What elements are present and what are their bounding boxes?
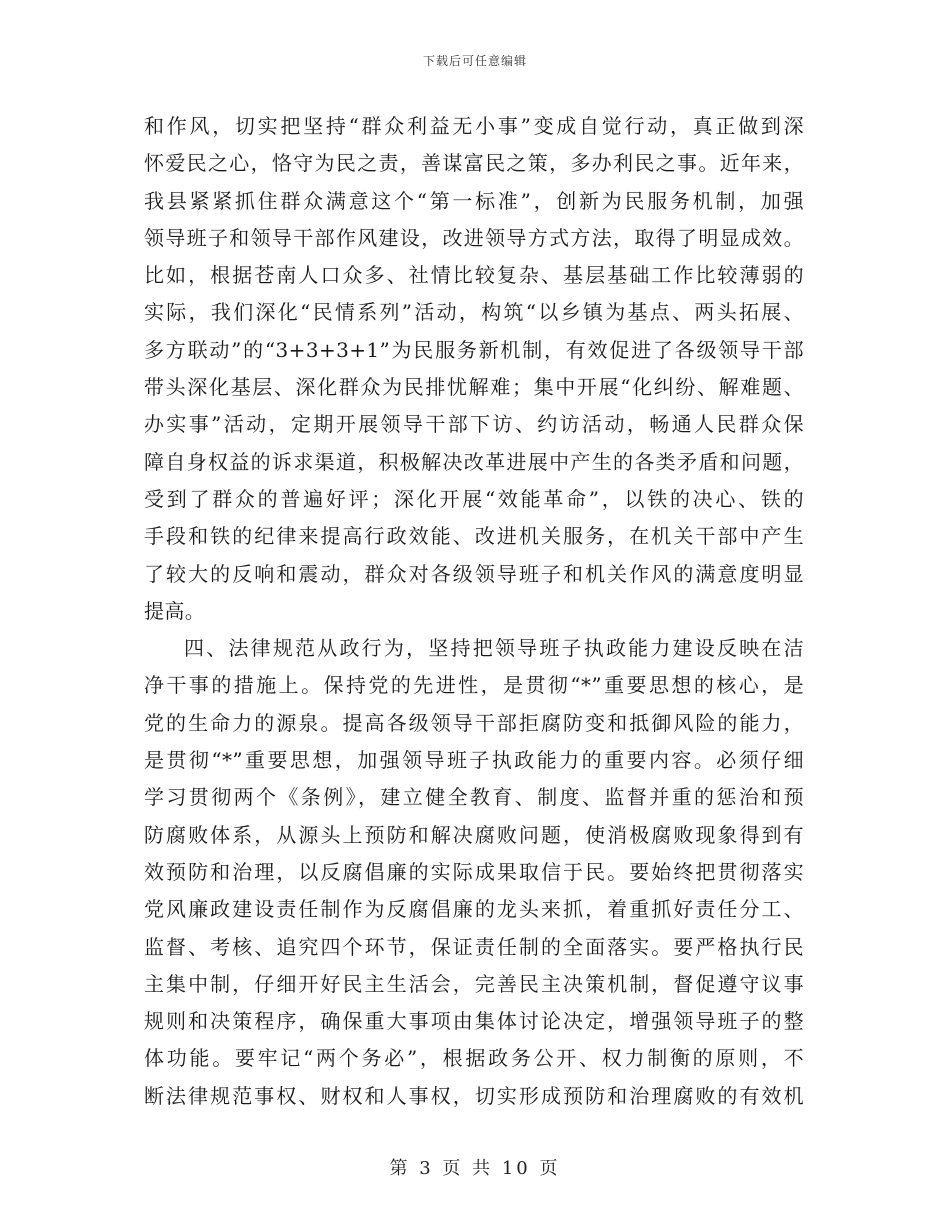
text-line: 手段和铁的纪律来提高行政效能、改进机关服务，在机关干部中产生: [144, 524, 804, 549]
text-line: 效预防和治理，以反腐倡廉的实际成果取信于民。要始终把贯彻落实: [144, 859, 804, 884]
text-line: 实际，我们深化“民情系列”活动，构筑“以乡镇为基点、两头拓展、: [144, 300, 804, 325]
text-line: 提高。: [144, 598, 206, 623]
text-line: 多方联动”的“3+3+3+1”为民服务新机制，有效促进了各级领导干部: [144, 337, 804, 362]
text-line: 学习贯彻两个《条例》，建立健全教育、制度、监督并重的惩治和预: [144, 785, 804, 810]
text-line: 党风廉政建设责任制作为反腐倡廉的龙头来抓，着重抓好责任分工、: [144, 897, 804, 922]
text-line: 主集中制，仔细开好民主生活会，完善民主决策机制，督促遵守议事: [144, 971, 804, 996]
document-body: [144, 108, 804, 1115]
text-line: 四、法律规范从政行为，坚持把领导班子执政能力建设反映在洁: [184, 636, 804, 661]
text-line: 带头深化基层、深化群众为民排忧解难；集中开展“化纠纷、解难题、: [144, 375, 804, 400]
text-line: 办实事”活动，定期开展领导干部下访、约访活动，畅通人民群众保: [144, 412, 804, 437]
text-line: 和作风，切实把坚持“群众利益无小事”变成自觉行动，真正做到深: [144, 114, 804, 138]
text-line: 体功能。要牢记“两个务必”，根据政务公开、权力制衡的原则，不: [144, 1046, 804, 1071]
text-line: 怀爱民之心，恪守为民之责，善谋富民之策，多办利民之事。近年来，: [144, 151, 804, 176]
text-line: 规则和决策程序，确保重大事项由集体讨论决定，增强领导班子的整: [144, 1009, 804, 1034]
paragraph: [144, 630, 804, 1115]
text-line: 障自身权益的诉求渠道，积极解决改革进展中产生的各类矛盾和问题，: [144, 449, 804, 474]
text-line: 断法律规范事权、财权和人事权，切实形成预防和治理腐败的有效机: [144, 1083, 804, 1108]
text-line: 是贯彻“*”重要思想，加强领导班子执政能力的重要内容。必须仔细: [144, 748, 804, 773]
text-line: 了较大的反响和震动，群众对各级领导班子和机关作风的满意度明显: [144, 561, 804, 586]
text-line: 监督、考核、追究四个环节，保证责任制的全面落实。要严格执行民: [144, 934, 804, 959]
page-header: 下载后可任意编辑: [422, 54, 527, 68]
page-number-footer: 第 3 页 共 10 页: [389, 1158, 561, 1179]
text-line: 我县紧紧抓住群众满意这个“第一标准”，创新为民服务机制，加强: [144, 188, 804, 213]
paragraph: [144, 108, 804, 630]
text-line: 净干事的措施上。保持党的先进性，是贯彻“*”重要思想的核心，是: [144, 673, 804, 698]
text-line: 受到了群众的普遍好评；深化开展“效能革命”，以铁的决心、铁的: [144, 486, 804, 511]
text-line: 防腐败体系，从源头上预防和解决腐败问题，使消极腐败现象得到有: [144, 822, 804, 847]
text-line: 党的生命力的源泉。提高各级领导干部拒腐防变和抵御风险的能力，: [144, 710, 804, 735]
text-line: 比如，根据苍南人口众多、社情比较复杂、基层基础工作比较薄弱的: [144, 263, 804, 288]
text-line: 领导班子和领导干部作风建设，改进领导方式方法，取得了明显成效。: [144, 225, 804, 250]
